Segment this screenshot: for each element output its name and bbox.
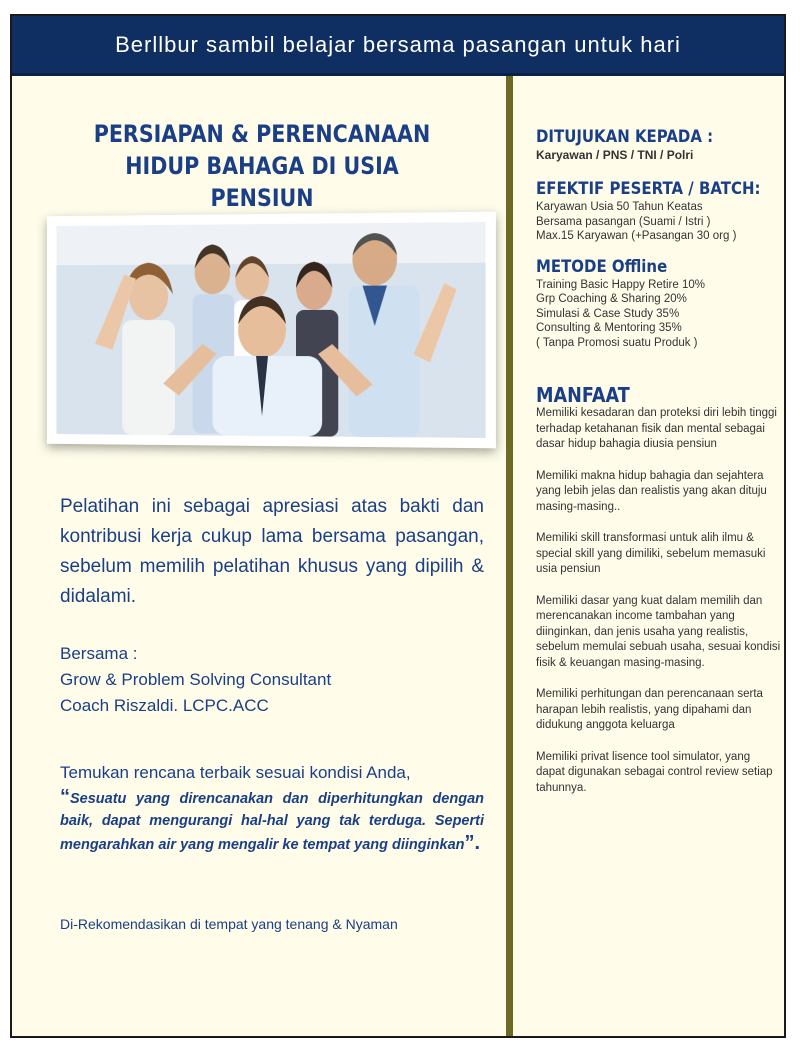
presenter-name: Coach Riszaldi. LCPC.ACC [60,696,269,715]
main-title-line2: HIDUP BAHAGA DI USIA PENSIUN [125,152,399,212]
benefit-item: Memiliki makna hidup bahagia dan sejahtera yang lebih jelas dan realistis yang akan dituju masing-masing.. [536,469,767,513]
column-divider [506,76,513,1036]
photo-image [56,222,485,438]
main-title [81,118,442,214]
quote-text-wrap [60,786,484,856]
method-line: Grp Coaching & Sharing 20% [536,293,687,305]
benefit-item: Memiliki kesadaran dan proteksi diri lebih tinggi terhadap ketahanan fisik dan mental sebagai dasar hidup bahagia diusia pensiun [536,407,777,450]
presenter-label: Bersama : [60,644,138,663]
main-title-line1: PERSIAPAN & PERENCANAAN [93,120,431,148]
quote-text: Sesuatu yang direncanakan dan diperhitungkan dengan baik, dapat mengurangi hal-hal yang tak terduga. Seperti mengarahkan air yang mengalir ke tempat yang diinginkan [60,791,484,853]
benefits-list [536,406,782,796]
method-list [536,278,782,351]
benefit-item: Memiliki skill transformasi untuk alih ilmu & special skill yang dimiliki, sebelum memasuki usia pensiun [536,532,766,575]
photo-frame [47,212,496,449]
benefits-heading: MANFAAT [536,383,630,407]
presenter-block [60,641,484,719]
target-heading: DITUJUKAN KEPADA : [536,127,714,147]
quote-lead: Temukan rencana terbaik sesuai kondisi Anda, [60,763,411,782]
participants-line: Bersama pasangan (Suami / Istri ) [536,215,711,228]
target-value: Karyawan / PNS / TNI / Polri [536,148,694,162]
group-photo [42,214,492,446]
benefit-item: Memiliki perhitungan dan perencanaan serta harapan lebih realistis, yang dipahami dan didukung anggota keluarga [536,688,763,731]
recommendation-note: Di-Rekomendasikan di tempat yang tenang & Nyaman [60,916,398,932]
intro-paragraph: Pelatihan ini sebagai apresiasi atas bakti dan kontribusi kerja cukup lama bersama pasangan, sebelum memilih pelatihan khusus yang dipilih & didalami. [60,496,484,607]
participants-line: Max.15 Karyawan (+Pasangan 30 org ) [536,230,737,242]
method-heading: METODE Offline [536,256,668,277]
flyer-frame [10,14,786,1038]
details-column [536,126,782,812]
method-line: Training Basic Happy Retire 10% [536,278,705,291]
benefit-item: Memiliki dasar yang kuat dalam memilih dan merencanakan income tambahan yang diinginkan, dan jenis usaha yang realistis, sebelum memulai sebuah usaha, sesuai kondisi fisik & keuangan masing-masing. [536,594,781,669]
presenter-company: Grow & Problem Solving Consultant [60,670,332,689]
method-line: ( Tanpa Promosi suatu Produk ) [536,336,698,349]
celebrating-team-illustration [56,222,485,438]
open-quote-mark: “ [60,786,70,808]
quote-block [60,760,484,856]
participants-line: Karyawan Usia 50 Tahun Keatas [536,201,703,213]
close-quote-mark: ”. [464,832,481,854]
participants-heading: EFEKTIF PESERTA / BATCH: [536,179,761,199]
benefit-item: Memiliki privat lisence tool simulator, yang dapat digunakan sebagai control review setiap tahunnya. [536,750,773,794]
participants-list [536,200,782,244]
method-line: Consulting & Mentoring 35% [536,322,682,334]
header-banner [12,16,784,76]
header-title: Berllbur sambil belajar bersama pasangan untuk hari [115,31,681,57]
method-line: Simulasi & Case Study 35% [536,307,680,320]
